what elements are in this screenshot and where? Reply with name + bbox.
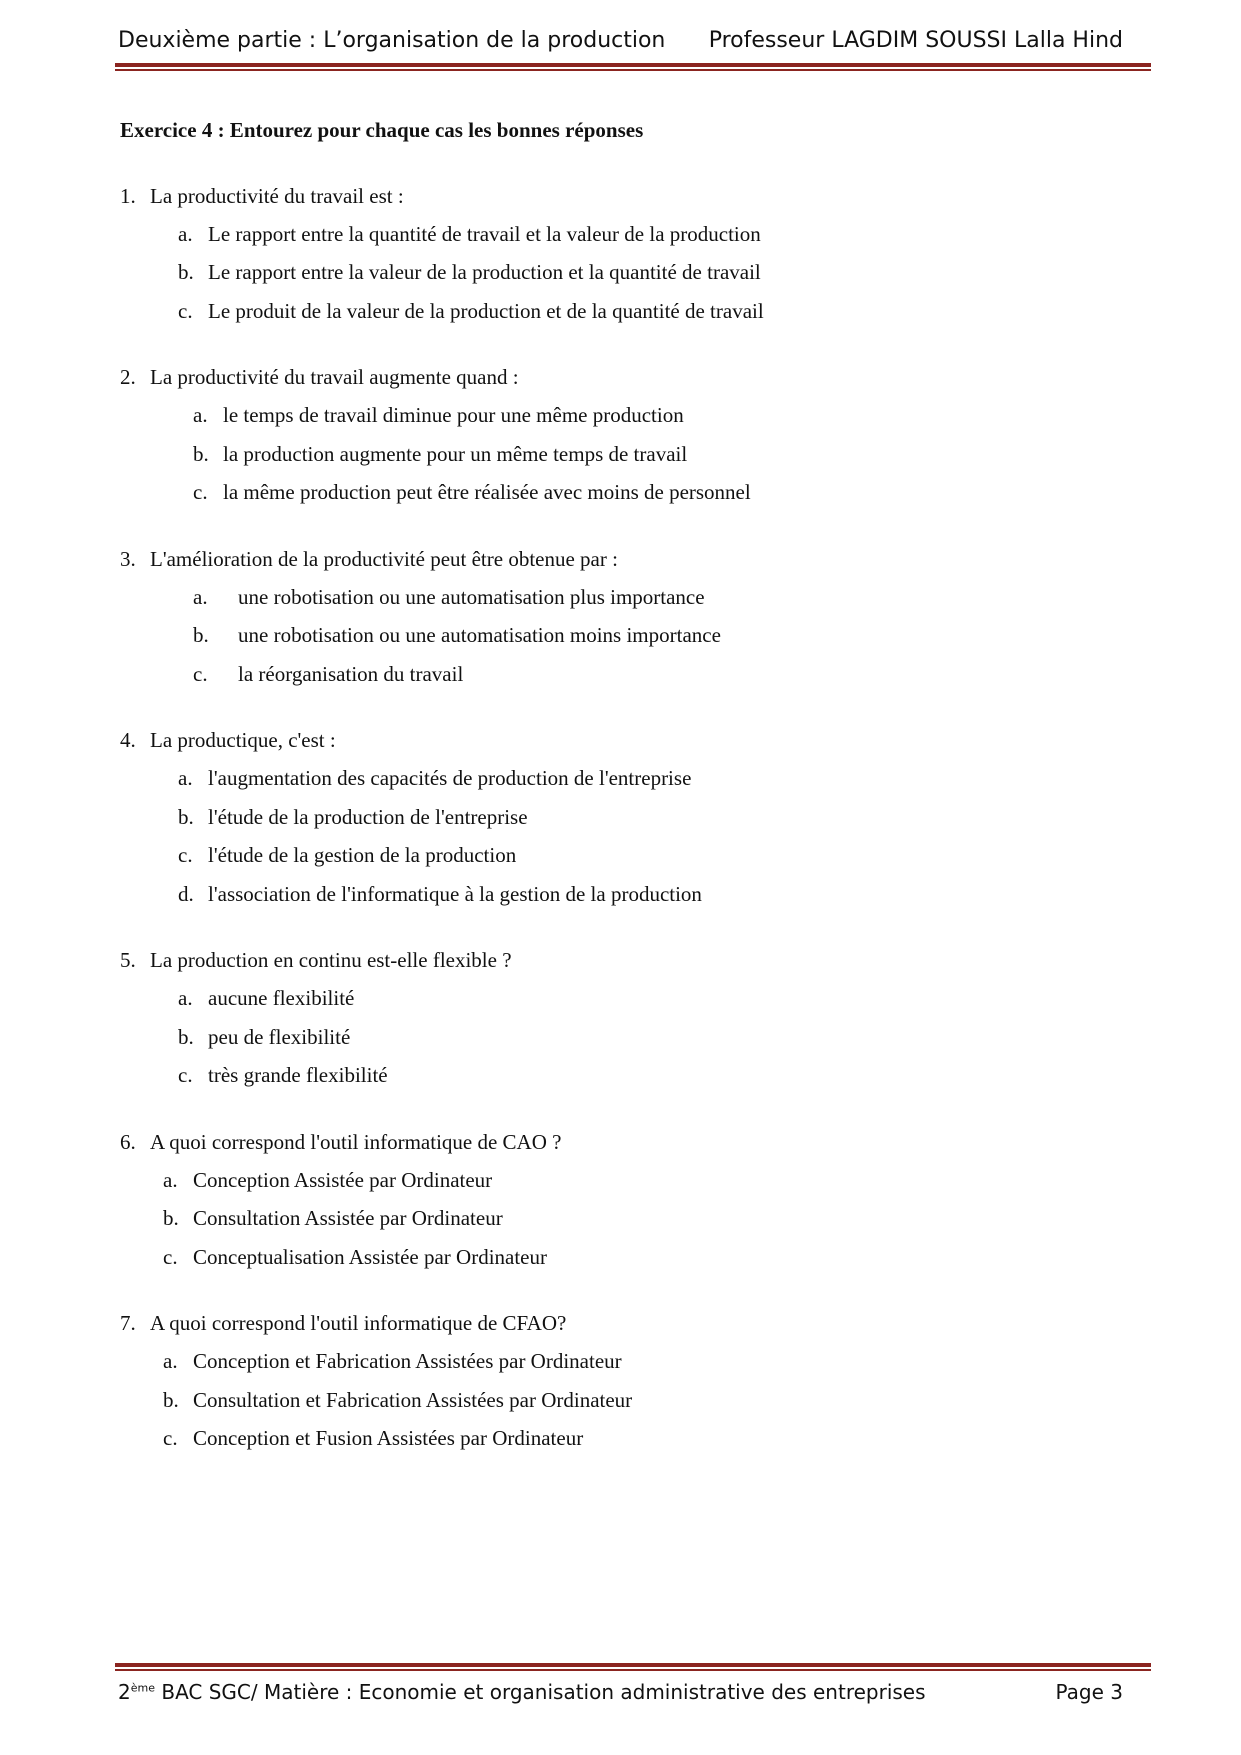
answer-option[interactable] bbox=[120, 1343, 1120, 1382]
option-text: Conception Assistée par Ordinateur bbox=[193, 1167, 493, 1192]
answer-option[interactable] bbox=[120, 1161, 1120, 1200]
answer-option[interactable] bbox=[120, 617, 1120, 656]
option-text: aucune flexibilité bbox=[208, 986, 355, 1011]
question-stem bbox=[120, 942, 1120, 980]
page-header bbox=[118, 28, 1123, 62]
option-letter: c. bbox=[178, 298, 193, 323]
option-letter: a. bbox=[193, 403, 208, 428]
question-1 bbox=[120, 177, 1120, 331]
answer-option[interactable] bbox=[120, 254, 1120, 293]
option-text: Consultation Assistée par Ordinateur bbox=[193, 1206, 503, 1231]
option-letter: a. bbox=[178, 221, 193, 246]
question-text: La productivité du travail est : bbox=[150, 183, 404, 208]
option-letter: a. bbox=[178, 766, 193, 791]
option-text: Consultation et Fabrication Assistées par Ordinateur bbox=[193, 1387, 633, 1412]
answer-option[interactable] bbox=[120, 1381, 1120, 1420]
option-text: l'association de l'informatique à la gestion de la production bbox=[208, 881, 702, 906]
option-text: une robotisation ou une automatisation plus importance bbox=[238, 584, 705, 609]
answer-option[interactable] bbox=[120, 1018, 1120, 1057]
footer-course-info bbox=[118, 1680, 926, 1704]
question-number: 4. bbox=[120, 728, 136, 752]
option-text: la réorganisation du travail bbox=[238, 661, 464, 686]
question-stem bbox=[120, 540, 1120, 578]
footer-course-title: BAC SGC/ Matière : Economie et organisation administrative des entreprises bbox=[155, 1680, 926, 1704]
question-4 bbox=[120, 722, 1120, 914]
option-text: Conceptualisation Assistée par Ordinateur bbox=[193, 1244, 547, 1269]
option-text: la même production peut être réalisée avec moins de personnel bbox=[223, 480, 751, 505]
option-letter: b. bbox=[178, 1024, 194, 1049]
header-rule-thin bbox=[115, 69, 1151, 71]
option-letter: b. bbox=[193, 441, 209, 466]
answer-option[interactable] bbox=[120, 578, 1120, 617]
option-letter: c. bbox=[178, 843, 193, 868]
question-stem bbox=[120, 1305, 1120, 1343]
option-letter: a. bbox=[163, 1349, 178, 1374]
question-stem bbox=[120, 1123, 1120, 1161]
option-text: Conception et Fabrication Assistées par Ordinateur bbox=[193, 1349, 622, 1374]
header-part-title: Deuxième partie : L’organisation de la production bbox=[118, 28, 666, 53]
footer-rule-thick bbox=[115, 1663, 1151, 1667]
answer-option[interactable] bbox=[120, 1200, 1120, 1239]
question-number: 1. bbox=[120, 183, 136, 208]
option-letter: c. bbox=[163, 1426, 178, 1451]
question-7 bbox=[120, 1305, 1120, 1459]
question-stem bbox=[120, 359, 1120, 397]
option-text: peu de flexibilité bbox=[208, 1024, 351, 1049]
option-letter: b. bbox=[163, 1206, 179, 1231]
question-number: 7. bbox=[120, 1311, 136, 1335]
option-text: l'étude de la production de l'entreprise bbox=[208, 804, 528, 829]
option-letter: b. bbox=[193, 623, 209, 648]
option-letter: a. bbox=[178, 986, 193, 1011]
header-rule-thick bbox=[115, 63, 1151, 67]
option-letter: b. bbox=[163, 1387, 179, 1412]
question-5 bbox=[120, 942, 1120, 1096]
answer-option[interactable] bbox=[120, 292, 1120, 331]
answer-option[interactable] bbox=[120, 980, 1120, 1019]
answer-option[interactable] bbox=[120, 397, 1120, 436]
option-letter: b. bbox=[178, 260, 194, 285]
question-text: La productivité du travail augmente quand : bbox=[150, 365, 519, 389]
option-text: Le rapport entre la quantité de travail et la valeur de la production bbox=[208, 221, 761, 246]
question-stem bbox=[120, 177, 1120, 215]
option-text: la production augmente pour un même temps de travail bbox=[223, 441, 688, 466]
footer-level-suffix: ème bbox=[130, 1681, 155, 1695]
question-number: 6. bbox=[120, 1129, 136, 1154]
exercise-title: Exercice 4 : Entourez pour chaque cas les bonnes réponses bbox=[120, 118, 644, 142]
option-letter: c. bbox=[163, 1244, 178, 1269]
answer-option[interactable] bbox=[120, 435, 1120, 474]
question-text: L'amélioration de la productivité peut être obtenue par : bbox=[150, 546, 618, 571]
question-number: 2. bbox=[120, 365, 136, 389]
option-text: Conception et Fusion Assistées par Ordinateur bbox=[193, 1426, 584, 1451]
option-letter: d. bbox=[178, 881, 194, 906]
question-number: 5. bbox=[120, 948, 136, 972]
option-letter: a. bbox=[193, 584, 208, 609]
question-text: A quoi correspond l'outil informatique de CFAO? bbox=[150, 1311, 567, 1335]
question-3 bbox=[120, 540, 1120, 694]
option-letter: c. bbox=[193, 661, 208, 686]
question-2 bbox=[120, 359, 1120, 513]
question-text: A quoi correspond l'outil informatique de CAO ? bbox=[150, 1129, 562, 1154]
exercise-content bbox=[120, 118, 1120, 1486]
answer-option[interactable] bbox=[120, 474, 1120, 513]
option-text: l'étude de la gestion de la production bbox=[208, 843, 517, 868]
answer-option[interactable] bbox=[120, 798, 1120, 837]
question-text: La productique, c'est : bbox=[150, 728, 336, 752]
page-footer bbox=[118, 1680, 1123, 1714]
footer-rule-thin bbox=[115, 1669, 1151, 1671]
question-number: 3. bbox=[120, 546, 136, 571]
answer-option[interactable] bbox=[120, 1238, 1120, 1277]
answer-option[interactable] bbox=[120, 655, 1120, 694]
header-teacher-name: Professeur LAGDIM SOUSSI Lalla Hind bbox=[708, 28, 1123, 53]
answer-option[interactable] bbox=[120, 875, 1120, 914]
answer-option[interactable] bbox=[120, 837, 1120, 876]
option-letter: c. bbox=[193, 480, 208, 505]
question-6 bbox=[120, 1123, 1120, 1277]
answer-option[interactable] bbox=[120, 1057, 1120, 1096]
footer-level-number: 2 bbox=[118, 1680, 131, 1704]
option-text: Le produit de la valeur de la production et de la quantité de travail bbox=[208, 298, 764, 323]
answer-option[interactable] bbox=[120, 1420, 1120, 1459]
option-letter: b. bbox=[178, 804, 194, 829]
page-number: Page 3 bbox=[1055, 1680, 1123, 1704]
answer-option[interactable] bbox=[120, 760, 1120, 799]
option-text: le temps de travail diminue pour une même production bbox=[223, 403, 684, 428]
answer-option[interactable] bbox=[120, 215, 1120, 254]
option-text: Le rapport entre la valeur de la production et la quantité de travail bbox=[208, 260, 761, 285]
option-letter: c. bbox=[178, 1063, 193, 1088]
option-letter: a. bbox=[163, 1167, 178, 1192]
option-text: l'augmentation des capacités de production de l'entreprise bbox=[208, 766, 692, 791]
option-text: une robotisation ou une automatisation moins importance bbox=[238, 623, 721, 648]
question-stem bbox=[120, 722, 1120, 760]
option-text: très grande flexibilité bbox=[208, 1063, 388, 1088]
question-text: La production en continu est-elle flexible ? bbox=[150, 948, 512, 972]
